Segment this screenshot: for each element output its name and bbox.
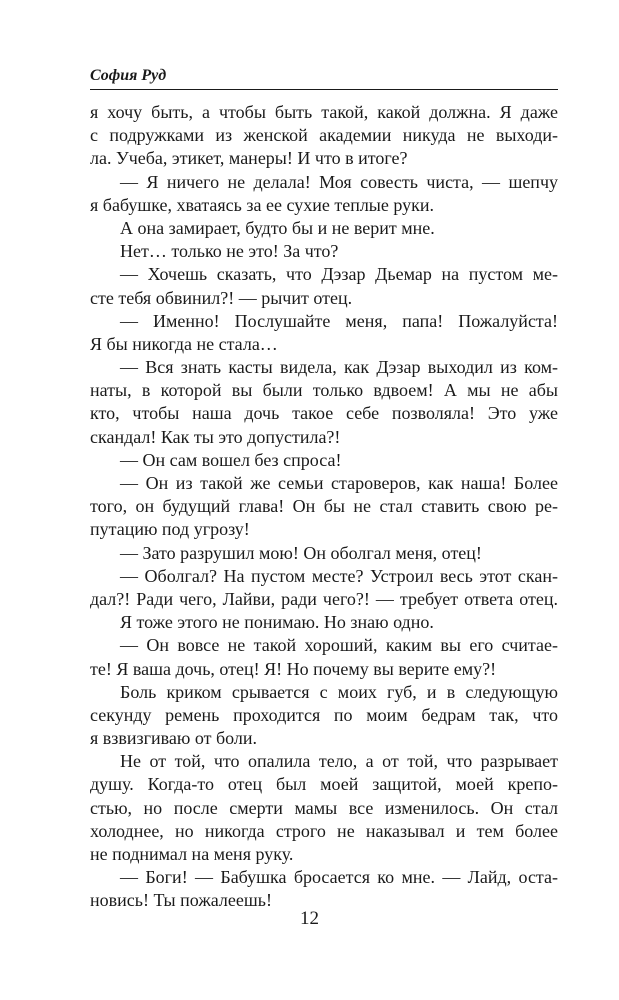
- text-line: не поднимал на меня руку.: [90, 844, 294, 864]
- text-line: скандал! Как ты это допустила?!: [90, 426, 341, 447]
- text-line: — Он из такой же семьи староверов, как наша! Более: [120, 473, 558, 493]
- text-line: я хочу быть, а чтобы быть такой, какой должна. Я даже: [90, 102, 558, 122]
- text-line: душу. Когда-то отец был моей защитой, моей крепо-: [90, 774, 558, 795]
- text-line: наты, в которой вы были только вдвоем! А мы не абы: [90, 380, 558, 401]
- text-line: ла. Учеба, этикет, манеры! И что в итоге?: [90, 148, 408, 169]
- body-text: [90, 101, 558, 913]
- text-line: Нет… только не это! За что?: [120, 241, 339, 262]
- text-line: — Я ничего не делала! Моя совесть чиста, — шепчу: [120, 171, 558, 192]
- text-line: Боль криком срывается с моих губ, и в следующую: [120, 681, 558, 702]
- text-line: — Он сам вошел без спроса!: [120, 449, 342, 470]
- text-line: того, он будущий глава! Он бы не стал ставить свою ре-: [90, 496, 558, 517]
- page-number: 12: [300, 908, 319, 929]
- text-line: с подружками из женской академии никуда не выходи-: [90, 125, 558, 146]
- text-line: новись! Ты пожалеешь!: [90, 890, 272, 911]
- text-line: я бабушке, хватаясь за ее сухие теплые руки.: [90, 194, 435, 215]
- text-line: я взвизгиваю от боли.: [90, 728, 258, 749]
- text-line: путацию под угрозу!: [90, 519, 250, 540]
- text-line: холоднее, но никогда строго не наказывал и тем более: [90, 820, 558, 841]
- text-line: кто, чтобы наша дочь такое себе позволяла! Это уже: [90, 403, 558, 424]
- text-line: А она замирает, будто бы и не верит мне.: [120, 217, 435, 238]
- text-line: — Хочешь сказать, что Дэзар Дьемар на пустом ме-: [120, 264, 558, 285]
- text-line: — Зато разрушил мою! Он оболгал меня, отец!: [120, 542, 482, 563]
- text-line: Я тоже этого не понимаю. Но знаю одно.: [120, 612, 434, 633]
- text-line: сте тебя обвинил?! — рычит отец.: [90, 287, 353, 308]
- text-line: Я бы никогда не стала…: [90, 333, 278, 354]
- text-line: стью, но после смерти мамы все изменилось. Он стал: [90, 797, 558, 818]
- text-line: те! Я ваша дочь, отец! Я! Но почему вы верите ему?!: [90, 658, 497, 679]
- text-line: Не от той, что опалила тело, а от той, что разрывает: [120, 751, 558, 772]
- running-header: [90, 66, 558, 86]
- text-line: — Он вовсе не такой хороший, каким вы его считае-: [120, 635, 558, 656]
- running-head-author: София Руд: [90, 67, 167, 84]
- text-line: дал?! Ради чего, Лайви, ради чего?! — требует ответа отец.: [90, 588, 558, 609]
- header-rule: [90, 89, 558, 90]
- text-line: — Вся знать касты видела, как Дэзар выходил из ком-: [120, 357, 558, 378]
- text-line: — Боги! — Бабушка бросается ко мне. — Лайд, оста-: [120, 867, 558, 888]
- text-line: — Оболгал? На пустом месте? Устроил весь этот скан-: [120, 565, 558, 586]
- text-line: — Именно! Послушайте меня, папа! Пожалуйста!: [120, 310, 558, 331]
- text-line: секунду ремень проходится по моим бедрам так, что: [90, 704, 558, 725]
